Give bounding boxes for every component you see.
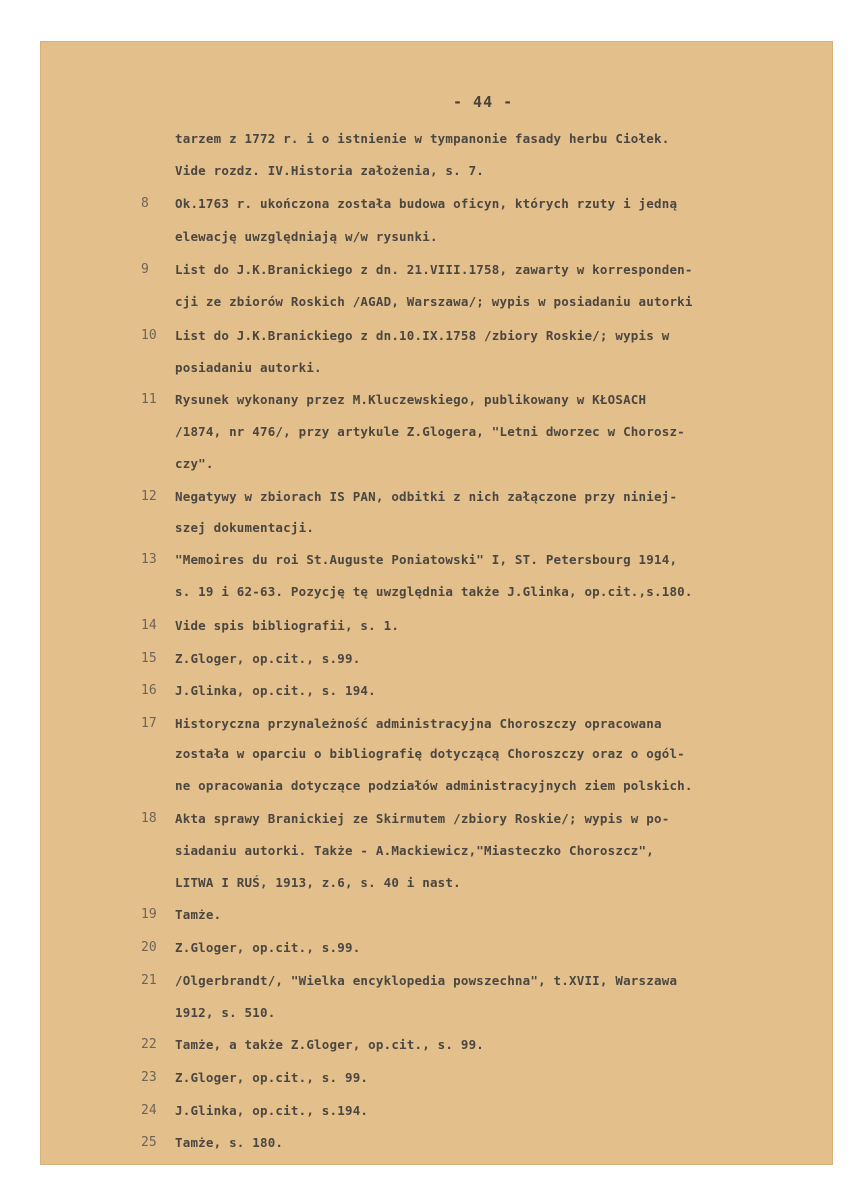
text-line: s. 19 i 62-63. Pozycję tę uwzględnia także J.Glinka, op.cit.,s.180.	[175, 584, 693, 599]
text-line: J.Glinka, op.cit., s. 194.	[175, 683, 376, 698]
text-line: Tamże, s. 180.	[175, 1135, 284, 1150]
footnote-number: 17	[141, 716, 157, 731]
text-line: Z.Gloger, op.cit., s.99.	[175, 651, 361, 666]
text-line: /Olgerbrandt/, "Wielka encyklopedia powszechna", t.XVII, Warszawa	[175, 973, 678, 988]
text-line: Tamże.	[175, 907, 222, 922]
footnote-number: 23	[141, 1070, 157, 1085]
text-line: siadaniu autorki. Także - A.Mackiewicz,"Miasteczko Choroszcz",	[175, 843, 654, 858]
text-line: Vide rozdz. IV.Historia założenia, s. 7.	[175, 163, 485, 178]
text-line: Z.Gloger, op.cit., s. 99.	[175, 1070, 369, 1085]
footnote-number: 18	[141, 811, 157, 826]
text-line: elewację uwzględniają w/w rysunki.	[175, 229, 438, 244]
footnote-number: 10	[141, 328, 157, 343]
footnote-number: 15	[141, 651, 157, 666]
text-line: szej dokumentacji.	[175, 520, 315, 535]
text-line: J.Glinka, op.cit., s.194.	[175, 1103, 369, 1118]
footnote-number: 11	[141, 392, 157, 407]
footnote-number: 20	[141, 940, 157, 955]
text-line: Tamże, a także Z.Gloger, op.cit., s. 99.	[175, 1037, 485, 1052]
footnote-number: 22	[141, 1037, 157, 1052]
page-number: - 44 -	[453, 93, 514, 111]
footnote-number: 19	[141, 907, 157, 922]
footnote-number: 16	[141, 683, 157, 698]
footnote-number: 25	[141, 1135, 157, 1150]
text-line: 1912, s. 510.	[175, 1005, 276, 1020]
text-line: LITWA I RUŚ, 1913, z.6, s. 40 i nast.	[175, 875, 461, 890]
footnote-number: 13	[141, 552, 157, 567]
footnote-number: 21	[141, 973, 157, 988]
footnote-number: 9	[141, 262, 149, 277]
text-line: /1874, nr 476/, przy artykule Z.Glogera, "Letni dworzec w Chorosz-	[175, 424, 685, 439]
text-line: "Memoires du roi St.Auguste Poniatowski" I, ST. Petersbourg 1914,	[175, 552, 678, 567]
text-line: Negatywy w zbiorach IS PAN, odbitki z nich załączone przy niniej-	[175, 489, 678, 504]
text-line: Ok.1763 r. ukończona została budowa oficyn, których rzuty i jedną	[175, 196, 678, 211]
text-line: Akta sprawy Branickiej ze Skirmutem /zbiory Roskie/; wypis w po-	[175, 811, 670, 826]
footnote-number: 14	[141, 618, 157, 633]
footnote-number: 8	[141, 196, 149, 211]
footnote-number: 12	[141, 489, 157, 504]
text-line: posiadaniu autorki.	[175, 360, 322, 375]
text-line: tarzem z 1772 r. i o istnienie w tympanonie fasady herbu Ciołek.	[175, 131, 670, 146]
text-line: Vide spis bibliografii, s. 1.	[175, 618, 400, 633]
text-line: czy".	[175, 456, 214, 471]
text-line: została w oparciu o bibliografię dotyczącą Choroszczy oraz o ogól-	[175, 746, 685, 761]
text-line: Historyczna przynależność administracyjna Choroszczy opracowana	[175, 716, 662, 731]
text-line: Rysunek wykonany przez M.Kluczewskiego, publikowany w KŁOSACH	[175, 392, 647, 407]
text-line: cji ze zbiorów Roskich /AGAD, Warszawa/; wypis w posiadaniu autorki	[175, 294, 693, 309]
text-line: List do J.K.Branickiego z dn. 21.VIII.1758, zawarty w korresponden-	[175, 262, 693, 277]
text-line: ne opracowania dotyczące podziałów administracyjnych ziem polskich.	[175, 778, 693, 793]
footnote-number: 24	[141, 1103, 157, 1118]
text-line: List do J.K.Branickiego z dn.10.IX.1758 /zbiory Roskie/; wypis w	[175, 328, 670, 343]
text-line: Z.Gloger, op.cit., s.99.	[175, 940, 361, 955]
